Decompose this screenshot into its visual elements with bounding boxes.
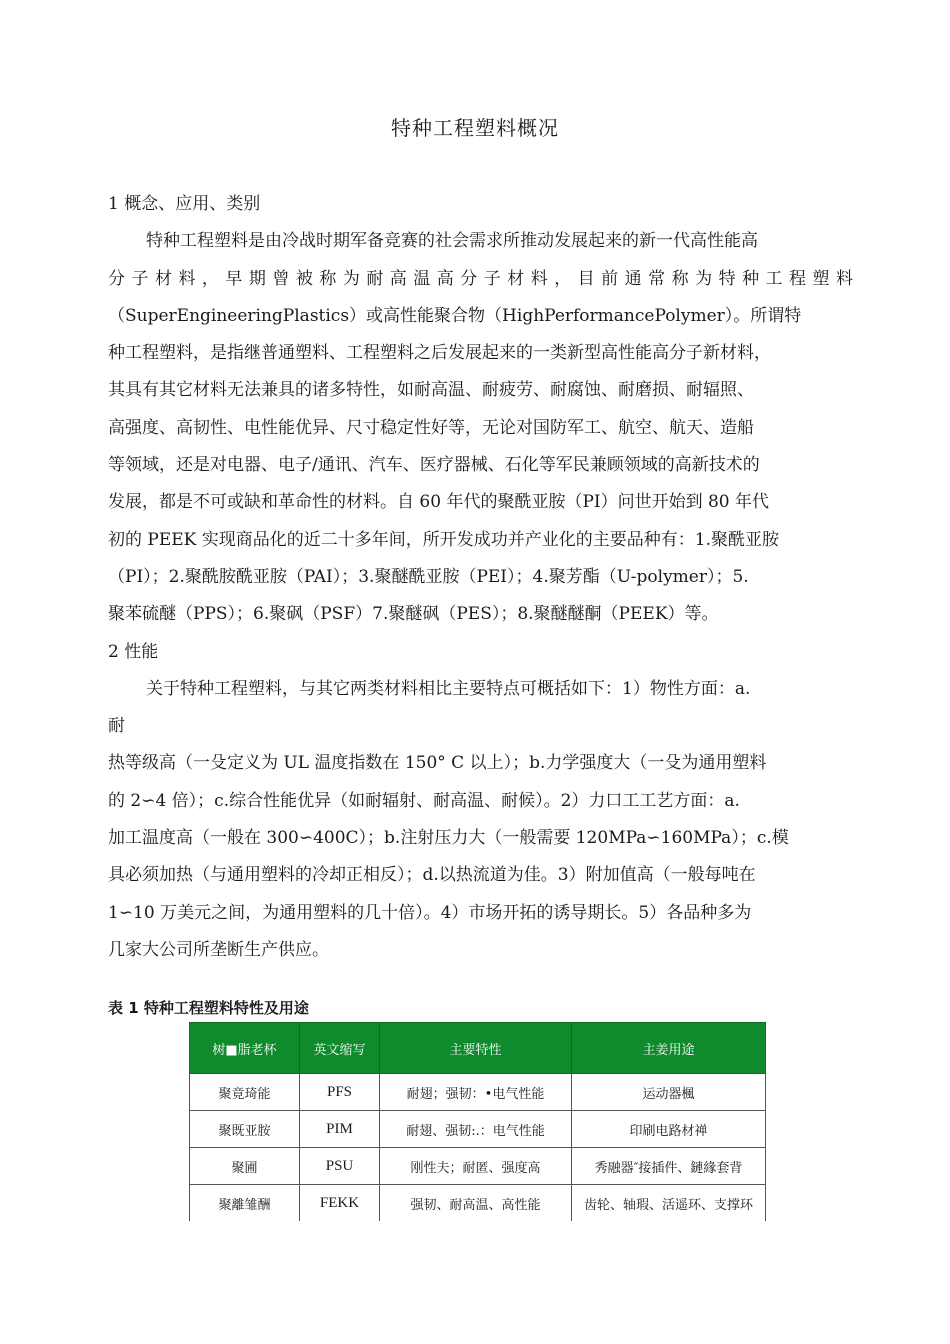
section-heading: 2 性能 xyxy=(108,641,159,662)
paragraph-line: 高强度、高韧性、电性能优异、尺寸稳定性好等，无论对国防军工、航空、航天、造船 xyxy=(108,417,754,438)
header-abbreviation: 英文缩写 xyxy=(300,1023,380,1074)
paragraph-line: （SuperEngineeringPlastics）或高性能聚合物（HighPerformancePolymer）。所谓特 xyxy=(108,305,802,326)
table-cell: PFS xyxy=(300,1074,380,1111)
paragraph-line: 种工程塑料，是指继普通塑料、工程塑料之后发展起来的一类新型高性能高分子新材料， xyxy=(108,343,771,364)
table-cell: 运动器楓 xyxy=(572,1074,766,1111)
table-row xyxy=(190,1111,766,1148)
table-row xyxy=(190,1074,766,1111)
table-header-row xyxy=(190,1023,766,1074)
document-title: 特种工程塑料概况 xyxy=(391,116,559,140)
paragraph-line: 加工温度高（一般在 300∽400C）；b.注射压力大（一般需要 120MPa∽160MPa）；c.模 xyxy=(108,828,789,849)
table-cell: 聚竟琦能 xyxy=(190,1074,300,1111)
table-cell: PIM xyxy=(300,1111,380,1148)
table-cell: 聚離雏酬 xyxy=(190,1185,300,1222)
paragraph-line: 初的 PEEK 实现商品化的近二十多年间，所开发成功并产业化的主要品种有：1.聚酰亚胺 xyxy=(108,529,779,550)
paragraph-line: 具必须加热（与通用塑料的冷却正相反）；d.以热流道为佳。3）附加值高（一般每吨在 xyxy=(108,865,756,886)
table-caption: 表 1 特种工程塑料特性及用途 xyxy=(108,999,309,1017)
table-cell: 刚性夫；耐匿、强度高 xyxy=(380,1148,572,1185)
table-cell: 耐翅、强韧:.：电气性能 xyxy=(380,1111,572,1148)
paragraph-line: 耐 xyxy=(108,716,125,737)
table-row xyxy=(190,1185,766,1222)
body-text xyxy=(108,186,853,969)
table-cell: 齿轮、轴瑕、活遥环、支撑环 xyxy=(572,1185,766,1222)
paragraph-line: 热等级高（一殳定义为 UL 温度指数在 150° C 以上）；b.力学强度大（一殳为通用塑料 xyxy=(108,753,767,774)
paragraph-line: 1∽10 万美元之间，为通用塑料的几十倍）。4）市场开拓的诱导期长。5）各品种多为 xyxy=(108,902,752,923)
paragraph-line: 几家大公司所垄断生产供应。 xyxy=(108,939,329,960)
header-resin-name: 树■脂老杯 xyxy=(190,1023,300,1074)
section-heading: 1 概念、应用、类别 xyxy=(108,194,261,214)
table-cell: 聚既亚胺 xyxy=(190,1111,300,1148)
header-main-uses: 主姜用途 xyxy=(572,1023,766,1074)
paragraph-line: 其具有其它材料无法兼具的诸多特性，如耐高温、耐疲劳、耐腐蚀、耐磨损、耐辐照、 xyxy=(108,380,754,401)
paragraph-line: 等领域，还是对电器、电子/通讯、汽车、医疗器械、石化等军民兼顾领域的高新技术的 xyxy=(108,455,760,476)
table-row xyxy=(190,1148,766,1185)
paragraph-line: 的 2∽4 倍）；c.综合性能优异（如耐辐射、耐高温、耐候）。2）力口工工艺方面：a. xyxy=(108,790,740,811)
paragraph-line: （PI）；2.聚酰胺酰亚胺（PAI）；3.聚醚酰亚胺（PEI）；4.聚芳酯（U-polymer）；5. xyxy=(108,566,749,587)
table-cell: PSU xyxy=(300,1148,380,1185)
table-cell: 秀融器″接插件、鏈緣套背 xyxy=(572,1148,766,1185)
paragraph-line: 聚苯硫醚（PPS）；6.聚砜（PSF）7.聚醚砜（PES）；8.聚醚醚酮（PEEK）等。 xyxy=(108,604,719,625)
table-cell: 强韧、耐高温、高性能 xyxy=(380,1185,572,1222)
properties-table xyxy=(189,1022,766,1221)
table-cell: 印刷电路材禅 xyxy=(572,1111,766,1148)
paragraph-line: 分子材料，早期曾被称为耐高温高分子材料，目前通常称为特种工程塑料 xyxy=(108,268,853,289)
paragraph-line: 特种工程塑料是由冷战时期军备竞赛的社会需求所推动发展起来的新一代高性能高 xyxy=(146,231,758,252)
paragraph-line: 关于特种工程塑料，与其它两类材料相比主要特点可概括如下：1）物性方面：a. xyxy=(146,678,751,699)
table-cell: 聚圃 xyxy=(190,1148,300,1185)
table-cell: 耐翅；强韧：•电气性能 xyxy=(380,1074,572,1111)
table-cell: FEKK xyxy=(300,1185,380,1222)
paragraph-line: 发展，都是不可或缺和革命性的材料。自 60 年代的聚酰亚胺（PI）问世开始到 80 年代 xyxy=(108,492,770,513)
header-main-properties: 主要特性 xyxy=(380,1023,572,1074)
